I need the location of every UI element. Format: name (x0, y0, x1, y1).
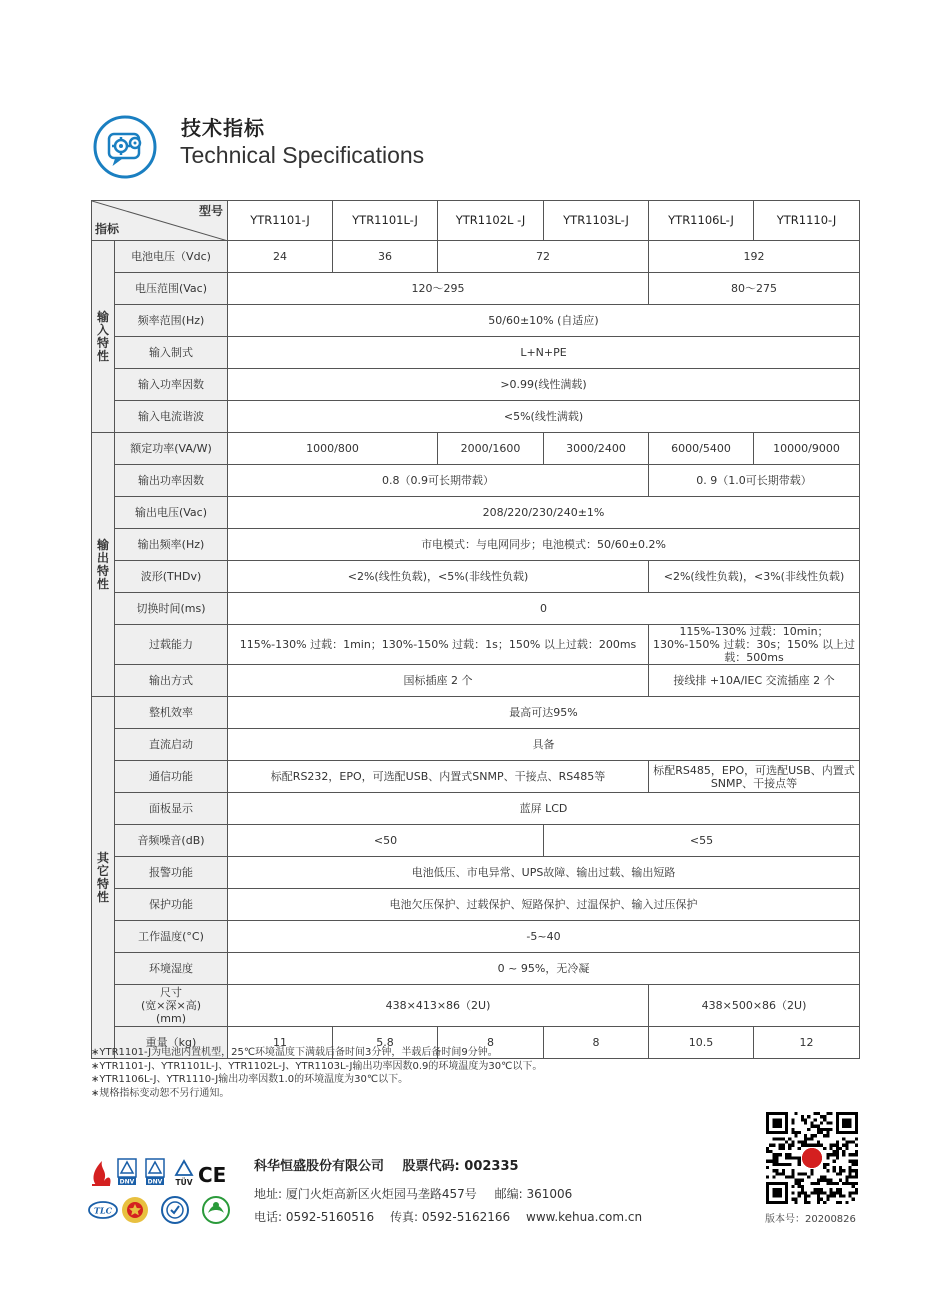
row-label: 工作温度(°C) (115, 921, 228, 953)
model-cell: YTR1110-J (754, 201, 860, 241)
row-label: 直流启动 (115, 729, 228, 761)
table-row (92, 761, 860, 793)
value-cell: 1000/800 (228, 433, 438, 465)
row-label: 额定功率(VA/W) (115, 433, 228, 465)
value-cell: L+N+PE (228, 337, 860, 369)
green-cert-icon (203, 1197, 229, 1223)
group-label: 输 入 特 性 (96, 309, 109, 363)
table-row (92, 273, 860, 305)
address-line (254, 1185, 586, 1202)
value-cell: 80～275 (649, 273, 860, 305)
page-title-cn: 技术指标 (181, 116, 265, 140)
table-row (92, 729, 860, 761)
contact-line (254, 1208, 654, 1225)
value-cell: 2000/1600 (438, 433, 544, 465)
row-label: 过载能力 (115, 625, 228, 665)
value-cell: 标配RS232，EPO，可选配USB、内置式SNMP、干接点、RS485等 (228, 761, 649, 793)
table-row (92, 889, 860, 921)
value-cell: 3000/2400 (544, 433, 649, 465)
model-cell: YTR1102L -J (438, 201, 544, 241)
company-name: 科华恒盛股份有限公司 (254, 1159, 385, 1174)
table-row (92, 697, 860, 729)
table-row (92, 921, 860, 953)
value-cell: 国标插座 2 个 (228, 665, 649, 697)
row-label: 输出频率(Hz) (115, 529, 228, 561)
row-label: 输出功率因数 (115, 465, 228, 497)
table-row (92, 825, 860, 857)
gear-settings-icon (92, 114, 158, 180)
footnote: ∗规格指标变动恕不另行通知。 (91, 1087, 230, 1099)
value-cell: 12 (754, 1027, 860, 1059)
table-row (92, 857, 860, 889)
flame-logo-icon (92, 1161, 111, 1185)
footnote: ∗YTR1101-J为电池内置机型，25℃环境温度下满载后备时间3分钟，半载后备时间9分钟。 (91, 1047, 498, 1058)
qr-code-icon (766, 1112, 858, 1204)
row-label: 切换时间(ms) (115, 593, 228, 625)
value-cell: 208/220/230/240±1% (228, 497, 860, 529)
value-cell: 0 (228, 593, 860, 625)
page-title-en: Technical Specifications (180, 142, 425, 168)
row-label: 输出方式 (115, 665, 228, 697)
row-label: 频率范围(Hz) (115, 305, 228, 337)
corner-spec-label: 指标 (95, 222, 120, 236)
value-cell: 438×413×86（2U) (228, 985, 649, 1027)
quality-cert-icon (162, 1197, 188, 1223)
row-label: 保护功能 (115, 889, 228, 921)
value-cell: 11 (228, 1027, 333, 1059)
value-cell: 蓝屏 LCD (228, 793, 860, 825)
group-label: 其 它 特 性 (96, 850, 109, 904)
value-cell: 24 (228, 241, 333, 273)
ce-mark-icon (198, 1163, 226, 1187)
svg-text:DNV: DNV (147, 1178, 163, 1186)
row-label: 输入功率因数 (115, 369, 228, 401)
postcode: 邮编: 361006 (494, 1187, 573, 1201)
row-label: 整机效率 (115, 697, 228, 729)
group-label: 输 出 特 性 (96, 537, 109, 591)
value-cell: <2%(线性负载)，<3%(非线性负载) (649, 561, 860, 593)
row-label: 环境湿度 (115, 953, 228, 985)
website-link[interactable]: www.kehua.com.cn (526, 1210, 643, 1224)
value-cell: 0.8（0.9可长期带载） (228, 465, 649, 497)
model-cell: YTR1101L-J (333, 201, 438, 241)
model-cell: YTR1103L-J (544, 201, 649, 241)
address: 地址: 厦门火炬高新区火炬园马垄路457号 (254, 1187, 477, 1201)
footnote: ∗YTR1101-J、YTR1101L-J、YTR1102L-J、YTR1103L-J输出功率因数0.9的环境温度为30℃以下。 (91, 1060, 543, 1072)
group-input (92, 241, 115, 433)
row-label: 波形(THDv) (115, 561, 228, 593)
tuv-cert-icon (175, 1161, 192, 1187)
value-cell: >0.99(线性满载) (228, 369, 860, 401)
value-cell: 438×500×86（2U) (649, 985, 860, 1027)
row-label: 电压范围(Vac) (115, 273, 228, 305)
value-cell: 36 (333, 241, 438, 273)
size-label: 尺寸 (宽×深×高) (mm) (140, 986, 202, 1025)
value-cell: 10000/9000 (754, 433, 860, 465)
row-label: 电池电压（Vdc) (115, 241, 228, 273)
model-header-row (92, 201, 860, 241)
tlc-cert-icon (89, 1202, 117, 1218)
footnotes (91, 1046, 542, 1100)
svg-text:DNV: DNV (119, 1178, 135, 1186)
svg-text:TLC: TLC (94, 1205, 112, 1216)
table-row (92, 433, 860, 465)
svg-text:CE: CE (198, 1163, 227, 1187)
value-cell: 电池欠压保护、过载保护、短路保护、过温保护、输入过压保护 (228, 889, 860, 921)
value-cell: 120～295 (228, 273, 649, 305)
table-row (92, 337, 860, 369)
value-cell: 115%-130% 过载：1min；130%-150% 过载：1s；150% 以上过载：200ms (228, 625, 649, 665)
phone: 电话: 0592-5160516 (254, 1210, 375, 1224)
certification-logos (88, 1155, 246, 1225)
value-cell: 电池低压、市电异常、UPS故障、输出过载、输出短路 (228, 857, 860, 889)
dnv-cert-icon (118, 1159, 136, 1186)
model-cell: YTR1106L-J (649, 201, 754, 241)
version-number: 版本号：20200826 (765, 1214, 856, 1225)
table-row (92, 497, 860, 529)
value-cell: 具备 (228, 729, 860, 761)
svg-text:TÜV: TÜV (175, 1178, 193, 1187)
corner-cell (92, 201, 228, 241)
table-row (92, 465, 860, 497)
value-cell: 50/60±10% (自适应) (228, 305, 860, 337)
row-label: 通信功能 (115, 761, 228, 793)
row-label: 音频噪音(dB) (115, 825, 228, 857)
value-cell: 8 (438, 1027, 544, 1059)
row-label: 输入电流谐波 (115, 401, 228, 433)
value-cell: <5%(线性满载) (228, 401, 860, 433)
stock-code: 股票代码: 002335 (402, 1159, 519, 1174)
fax: 传真: 0592-5162166 (390, 1210, 511, 1224)
dnv-cert-icon (146, 1159, 164, 1186)
model-cell: YTR1101-J (228, 201, 333, 241)
value-cell: -5~40 (228, 921, 860, 953)
table-row (92, 241, 860, 273)
group-output (92, 433, 115, 697)
row-label: 重量（kg) (115, 1027, 228, 1059)
table-row (92, 369, 860, 401)
value-cell: <2%(线性负载)，<5%(非线性负载) (228, 561, 649, 593)
value-cell: 192 (649, 241, 860, 273)
row-label: 面板显示 (115, 793, 228, 825)
value-cell: 接线排 +10A/IEC 交流插座 2 个 (649, 665, 860, 697)
group-other (92, 697, 115, 1059)
row-label: 报警功能 (115, 857, 228, 889)
table-row (92, 561, 860, 593)
row-label (115, 985, 228, 1027)
value-cell: 72 (438, 241, 649, 273)
value-cell: 最高可达95% (228, 697, 860, 729)
value-cell: 5.8 (333, 1027, 438, 1059)
value-cell: 标配RS485，EPO，可选配USB、内置式SNMP、干接点等 (649, 761, 860, 793)
value-cell: 0. 9（1.0可长期带载） (649, 465, 860, 497)
row-label: 输出电压(Vac) (115, 497, 228, 529)
table-row (92, 985, 860, 1027)
table-row (92, 665, 860, 697)
table-row (92, 593, 860, 625)
table-row (92, 625, 860, 665)
table-row (92, 529, 860, 561)
table-row (92, 793, 860, 825)
value-cell: 115%-130% 过载：10min；130%-150% 过载：30s；150% 以上过载：500ms (649, 625, 860, 665)
table-row (92, 305, 860, 337)
value-cell: 0 ~ 95%，无冷凝 (228, 953, 860, 985)
table-row (92, 401, 860, 433)
value-cell: 10.5 (649, 1027, 754, 1059)
footnote: ∗YTR1106L-J、YTR1110-J输出功率因数1.0的环境温度为30℃以下。 (91, 1074, 409, 1085)
value-cell: 6000/5400 (649, 433, 754, 465)
value-cell: <55 (544, 825, 860, 857)
corner-model-label: 型号 (198, 204, 223, 218)
value-cell: 8 (544, 1027, 649, 1059)
value-cell: 市电模式：与电网同步；电池模式：50/60±0.2% (228, 529, 860, 561)
spec-table (91, 200, 860, 1059)
value-cell: <50 (228, 825, 544, 857)
company-line (254, 1155, 533, 1174)
row-label: 输入制式 (115, 337, 228, 369)
award-seal-icon (122, 1197, 148, 1223)
table-row (92, 953, 860, 985)
